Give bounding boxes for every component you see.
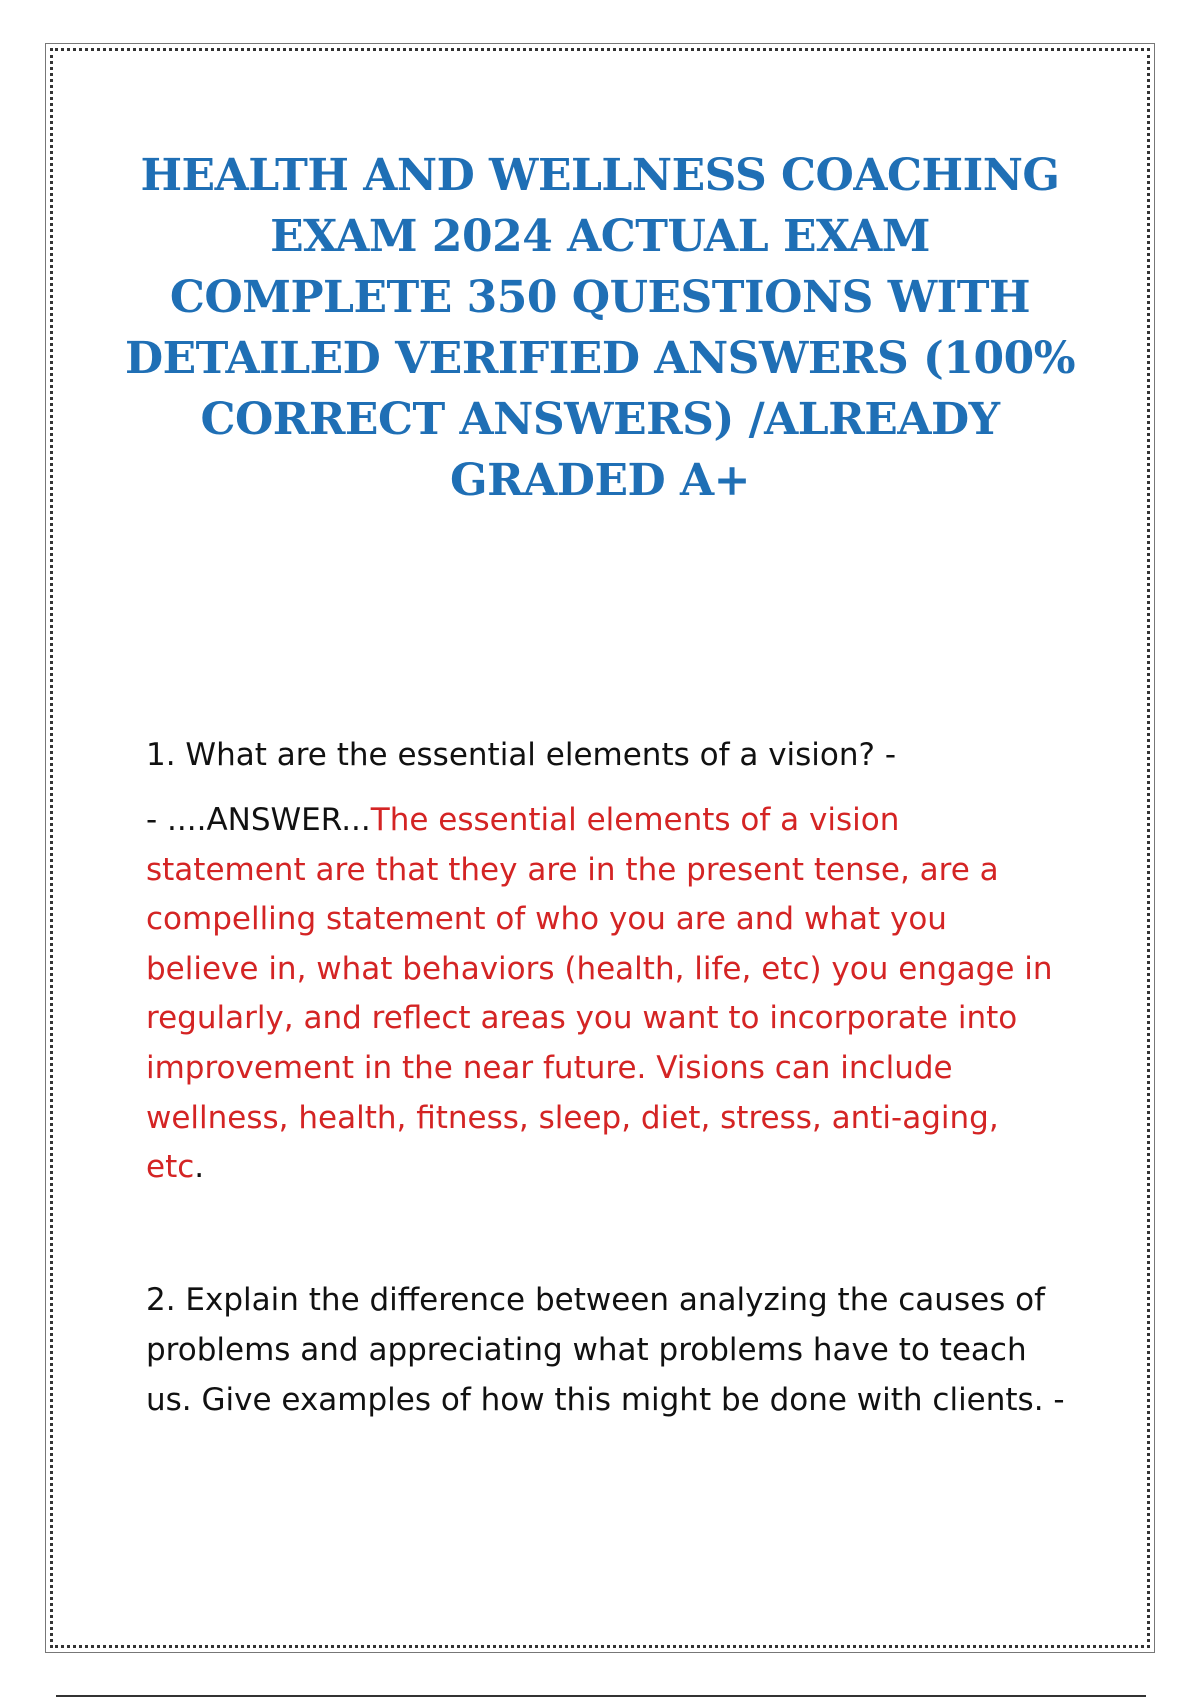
- document-title: [120, 145, 1080, 511]
- title-line-2: EXAM 2024 ACTUAL EXAM: [270, 211, 930, 262]
- question-1: 1. What are the essential elements of a vision? -: [146, 737, 897, 773]
- question-2: 2. Explain the difference between analyzing the causes of problems and appreciating what problems have to teach us. Give examples of how this might be done with clients. -: [146, 1282, 1065, 1418]
- title-line-3: COMPLETE 350 QUESTIONS WITH: [169, 272, 1031, 323]
- page-divider: [56, 1695, 1146, 1697]
- title-line-6: GRADED A+: [450, 455, 750, 506]
- answer-1-prefix: - ....ANSWER...: [146, 802, 371, 838]
- title-line-4: DETAILED VERIFIED ANSWERS (100%: [124, 333, 1076, 384]
- answer-1-end: .: [194, 1149, 205, 1186]
- answer-1: [146, 796, 1066, 1193]
- answer-1-text: The essential elements of a vision statement are that they are in the present tense, are a compelling statement of who you are and what you believe in, what behaviors (health, life, etc) you engage in regularly, and reflect areas you want to incorporate into improvement in the near future. Visions can include wellness, health, fitness, sleep, diet, stress, anti-aging, etc: [146, 802, 1053, 1186]
- title-line-1: HEALTH AND WELLNESS COACHING: [140, 150, 1060, 201]
- title-line-5: CORRECT ANSWERS) /ALREADY: [200, 394, 1000, 445]
